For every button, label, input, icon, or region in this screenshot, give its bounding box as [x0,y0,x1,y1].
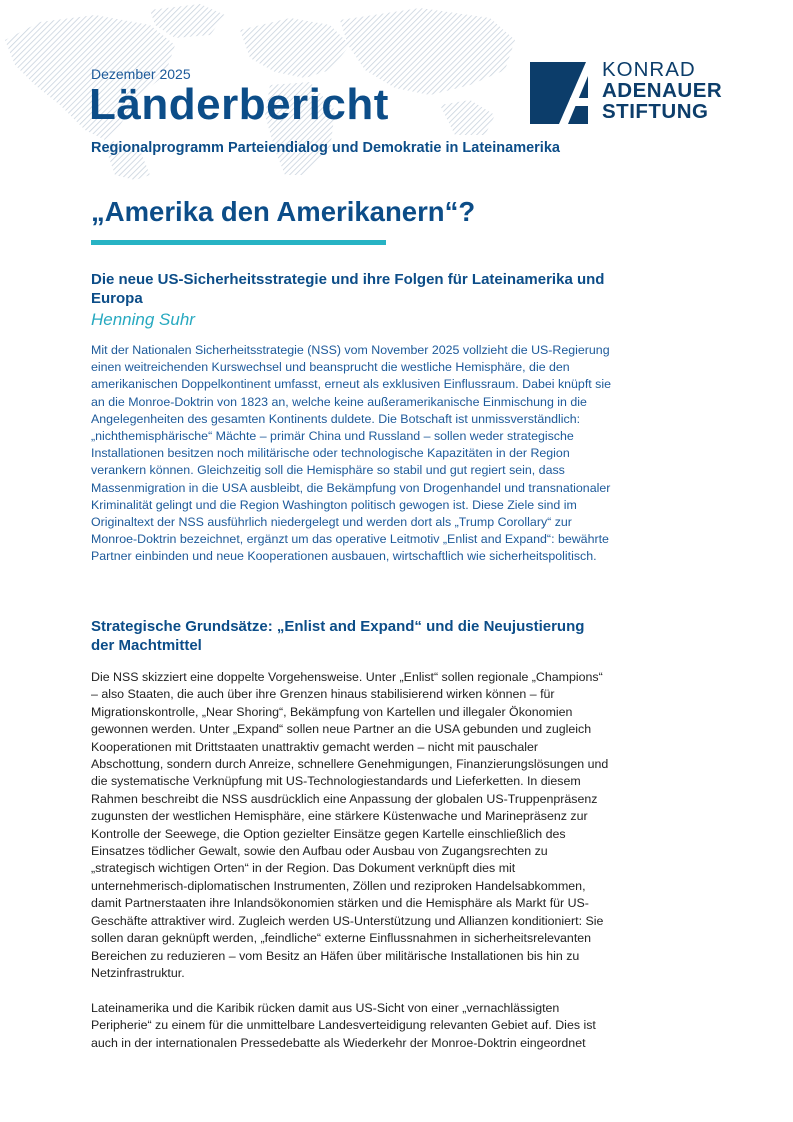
logo-line-adenauer: ADENAUER [602,79,723,102]
article-subtitle: Die neue US-Sicherheitsstrategie und ihre Folgen für Lateinamerika und Europa [91,271,605,307]
kas-logo-mark-icon [530,62,592,124]
logo-line-stiftung: STIFTUNG [602,100,709,123]
report-type-title: Länderbericht [89,80,389,129]
article-title: „Amerika den Amerikanern“? [91,196,476,227]
article-abstract: Mit der Nationalen Sicherheitsstrategie (NSS) vom November 2025 vollzieht die US-Regierung einen weitreichenden Kurswechsel und beansprucht die westliche Hemisphäre, die den amerikanischen Doppelkontinent umfasst, erneut als exklusiven Einflussraum. Dabei knüpft sie an die Monroe-Doktrin von 1823 an, welche keine außeramerikanische Einmischung in die Angelegenheiten des gesamten Kontinents duldete. Die Botschaft ist unmissverständlich: „nichthemisphärische“ Mächte – primär China und Russland – sollen weder strategische Installationen besitzen noch militärische oder technologische Kapazitäten in der Region verankern können. Gleichzeitig soll die Hemisphäre so stabil und gut regiert sein, dass Massenmigration in die USA ausbleibt, die Bekämpfung von Drogenhandel und transnationaler Kriminalität gelingt und die Region Washington politisch gewogen ist. Diese Ziele sind im Originaltext der NSS ausführlich niedergelegt und werden dort als „Trump Corollary“ zur Monroe-Doktrin bezeichnet, ergänzt um das operative Leitmotiv „Enlist and Expand“: bewährte Partner einbinden und neue Kooperationen ausbauen, wirtschaftlich wie sicherheitspolitisch. [91,343,611,564]
body-paragraph: Die NSS skizziert eine doppelte Vorgehensweise. Unter „Enlist“ sollen regionale „Champions“ – also Staaten, die auch über ihre Grenzen hinaus stabilisierend wirken können – für Migrationskontrolle, „Near Shoring“, Bekämpfung von Kartellen und illegaler Ökonomien gewonnen werden. Unter „Expand“ sollen neue Partner an die USA gebunden und zugleich Kooperationen mit Drittstaaten unattraktiv gemacht werden – nicht mit pauschaler Abschottung, sondern durch Anreize, schnellere Genehmigungen, Finanzierungslösungen und die systematische Verknüpfung mit US-Technologiestandards und Lieferketten. In diesem Rahmen beschreibt die NSS ausdrücklich eine Anpassung der globalen US-Truppenpräsenz zugunsten der westlichen Hemisphäre, eine stärkere Küstenwache und Marinepräsenz zur Kontrolle der Seewege, die Option gezielter Einsätze gegen Kartelle einschließlich des Einsatzes tödlicher Gewalt, sowie den Aufbau oder Ausbau von Zugangsrechten zu „strategisch wichtigen Orten“ in der Region. Das Dokument verknüpft dies mit unternehmerisch-diplomatischen Instrumenten, Zöllen und reziproken Handelsabkommen, damit Partnerstaaten ihre Inlandsökonomien stärken und die Hemisphäre als Markt für US-Geschäfte attraktiver wird. Zugleich werden US-Unterstützung und Allianzen konditioniert: Sie sollen daran geknüpft werden, „feindliche“ externe Einflussnahmen in sicherheitsrelevanten Bereichen zu reduzieren – vom Besitz an Häfen über militärische Installationen bis hin zu Netzinfrastruktur. [91,670,609,980]
title-accent-bar [91,240,386,245]
program-subtitle: Regionalprogramm Parteiendialog und Demokratie in Lateinamerika [91,140,560,156]
logo-line-konrad: KONRAD [602,58,696,81]
report-date: Dezember 2025 [91,66,191,82]
section-heading: Strategische Grundsätze: „Enlist and Expand“ und die Neujustierung der Machtmittel [91,618,585,654]
article-author: Henning Suhr [91,310,195,329]
kas-logo-wordmark [602,59,722,122]
body-paragraph: Lateinamerika und die Karibik rücken damit aus US-Sicht von einer „vernachlässigten Peripherie“ zu einem für die unmittelbare Landesverteidigung relevanten Gebiet auf. Dies ist auch in der internationalen Pressedebatte als Wiederkehr der Monroe-Doktrin eingeordnet [91,1001,596,1050]
